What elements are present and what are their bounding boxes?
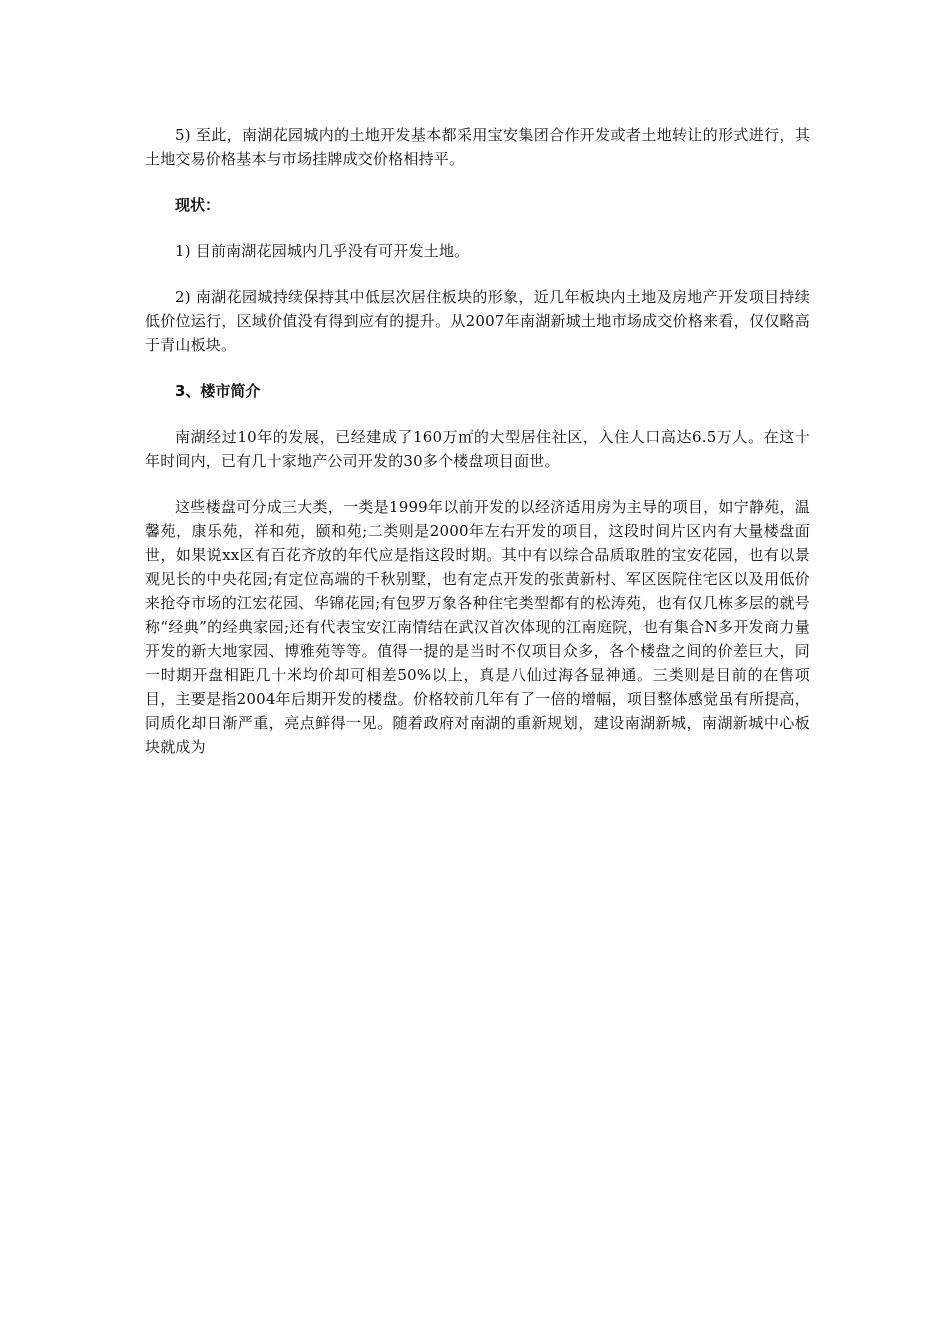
heading-market-intro: 3、楼市简介 xyxy=(175,382,261,400)
document-page xyxy=(145,123,810,781)
paragraph-no-land: 1) 目前南湖花园城内几乎没有可开发土地。 xyxy=(175,242,470,260)
paragraph-three-categories: 这些楼盘可分成三大类，一类是1999年以前开发的以经济适用房为主导的项目，如宁静苑，温馨苑，康乐苑，祥和苑，颐和苑;二类则是2000年左右开发的项目，这段时间片区内有大量楼盘面世，如果说xx区有百花齐放的年代应是指这段时期。其中有以综合品质取胜的宝安花园，也有以景观见长的中央花园;有定位高端的千秋别墅，也有定点开发的张黄新村、军区医院住宅区以及用低价来抢夺市场的江宏花园、华锦花园;有包罗万象各种住宅类型都有的松涛苑，也有仅几栋多层的就号称“经典”的经典家园;还有代表宝安江南情结在武汉首次体现的江南庭院，也有集合N多开发商力量开发的新大地家园、博雅苑等等。值得一提的是当时不仅项目众多，各个楼盘之间的价差巨大，同一时期开盘相距几十米均价却可相差50%以上，真是八仙过海各显神通。三类则是目前的在售项目，主要是指2004年后期开发的楼盘。价格较前几年有了一倍的增幅，项目整体感觉虽有所提高，同质化却日渐严重，亮点鲜得一见。随着政府对南湖的重新规划，建设南湖新城，南湖新城中心板块就成为 xyxy=(145,498,810,756)
heading-status: 现状： xyxy=(175,196,221,214)
paragraph-development: 南湖经过10年的发展，已经建成了160万㎡的大型居住社区，入住人口高达6.5万人。在这十年时间内，已有几十家地产公司开发的30多个楼盘项目面世。 xyxy=(145,428,810,470)
paragraph-low-price: 2) 南湖花园城持续保持其中低层次居住板块的形象，近几年板块内土地及房地产开发项目持续低价位运行，区域价值没有得到应有的提升。从2007年南湖新城土地市场成交价格来看，仅仅略高于青山板块。 xyxy=(145,288,810,354)
paragraph-land-transfer: 5) 至此，南湖花园城内的土地开发基本都采用宝安集团合作开发或者土地转让的形式进行，其土地交易价格基本与市场挂牌成交价格相持平。 xyxy=(145,126,810,168)
